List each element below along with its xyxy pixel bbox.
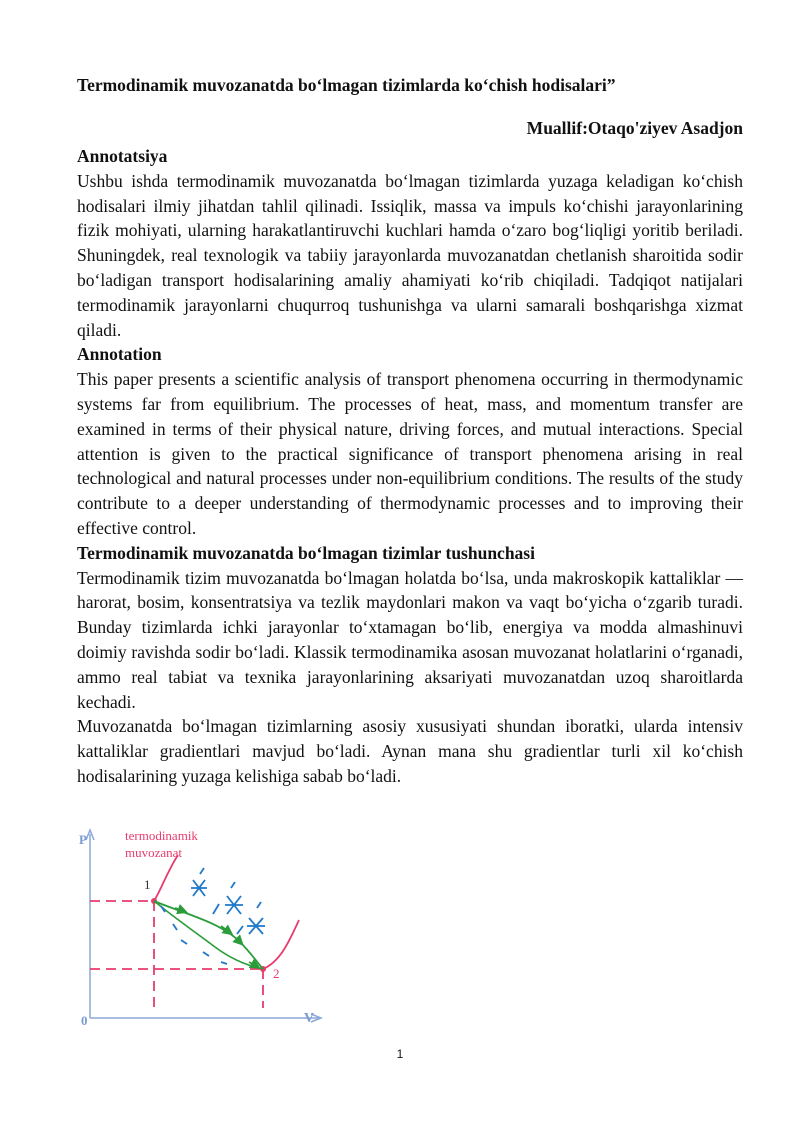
- document-title: Termodinamik muvozanatda bo‘lmagan tizimlarda ko‘chish hodisalari”: [77, 75, 616, 95]
- section-heading-annotatsiya: Annotatsiya: [77, 146, 168, 166]
- x-axis-label: V: [304, 1011, 315, 1026]
- section-heading-annotation: Annotation: [77, 344, 162, 365]
- paragraph-annotatsiya: Ushbu ishda termodinamik muvozanatda bo‘lmagan tizimlarda yuzaga keladigan ko‘chish hodisalari ilmiy jihatdan tahlil qilinadi. Issiqlik, massa va impuls ko‘chishi jarayonlarining fizik mohiyati, ularning harakatlantiruvchi kuchlari hamda o‘zaro bog‘liqligi yoritib beriladi. Shuningdek, real texnologik va tabiiy jarayonlarda muvozanatdan chetlanish sharoitida sodir bo‘ladigan transport hodisalarining amaliy ahamiyati ko‘rib chiqiladi. Tadqiqot natijalari termodinamik jarayonlarni chuqurroq tushunishga va ularni samarali boshqarishga xizmat qiladi.: [77, 170, 743, 340]
- equilibrium-curve-1: [154, 855, 178, 901]
- y-axis-label: P: [79, 832, 87, 847]
- paragraph-concept-2: Muvozanatda bo‘lmagan tizimlarning asosiy xususiyati shundan iboratki, ularda intensiv kattaliklar gradientlari mavjud bo‘ladi. Aynan mana shu gradientlar turli xil ko‘chish hodisalarining yuzaga kelishiga sabab bo‘ladi.: [77, 716, 743, 786]
- page-number: 1: [396, 1047, 404, 1061]
- equilibrium-curve-2: [263, 920, 299, 969]
- point-2-label: 2: [273, 966, 280, 981]
- author-line: Muallif:Otaqo'ziyev Asadjon: [526, 118, 743, 138]
- process-path-lower: [154, 901, 263, 969]
- pv-diagram: [75, 822, 335, 1032]
- curve-label-line1: termodinamik: [125, 828, 198, 843]
- origin-label: 0: [81, 1013, 88, 1028]
- document-page: [77, 72, 743, 789]
- section-heading-concept: Termodinamik muvozanatda bo‘lmagan tizimlar tushunchasi: [77, 542, 535, 563]
- paragraph-concept-1: Termodinamik tizim muvozanatda bo‘lmagan holatda bo‘lsa, unda makroskopik kattaliklar — harorat, bosim, konsentratsiya va tezlik maydonlari makon va vaqt bo‘yicha o‘zgarib turadi. Bunday tizimlarda ichki jarayonlar to‘xtamagan bo‘lib, energiya va modda almashinuvi doimiy ravishda sodir bo‘ladi. Klassik termodinamika asosan muvozanat holatlarini o‘rganadi, ammo real tabiat va texnika jarayonlarining aksariyati muvozanatdan uzoq sharoitlarda kechadi.: [77, 567, 743, 712]
- curve-label-line2: muvozanat: [125, 845, 183, 860]
- pv-diagram-figure: [75, 822, 335, 1032]
- paragraph-annotation: This paper presents a scientific analysis of transport phenomena occurring in thermodynamic systems far from equilibrium. The processes of heat, mass, and momentum transfer are examined in terms of their physical nature, driving forces, and mutual interactions. Special attention is given to the practical significance of transport phenomena arising in real technological and natural processes under non-equilibrium conditions. The results of the study contribute to a deeper understanding of thermodynamic processes and to improving their effective control.: [77, 369, 743, 538]
- point-1-label: 1: [144, 877, 151, 892]
- fluctuation-marks: [161, 868, 265, 964]
- process-path-upper: [154, 901, 263, 969]
